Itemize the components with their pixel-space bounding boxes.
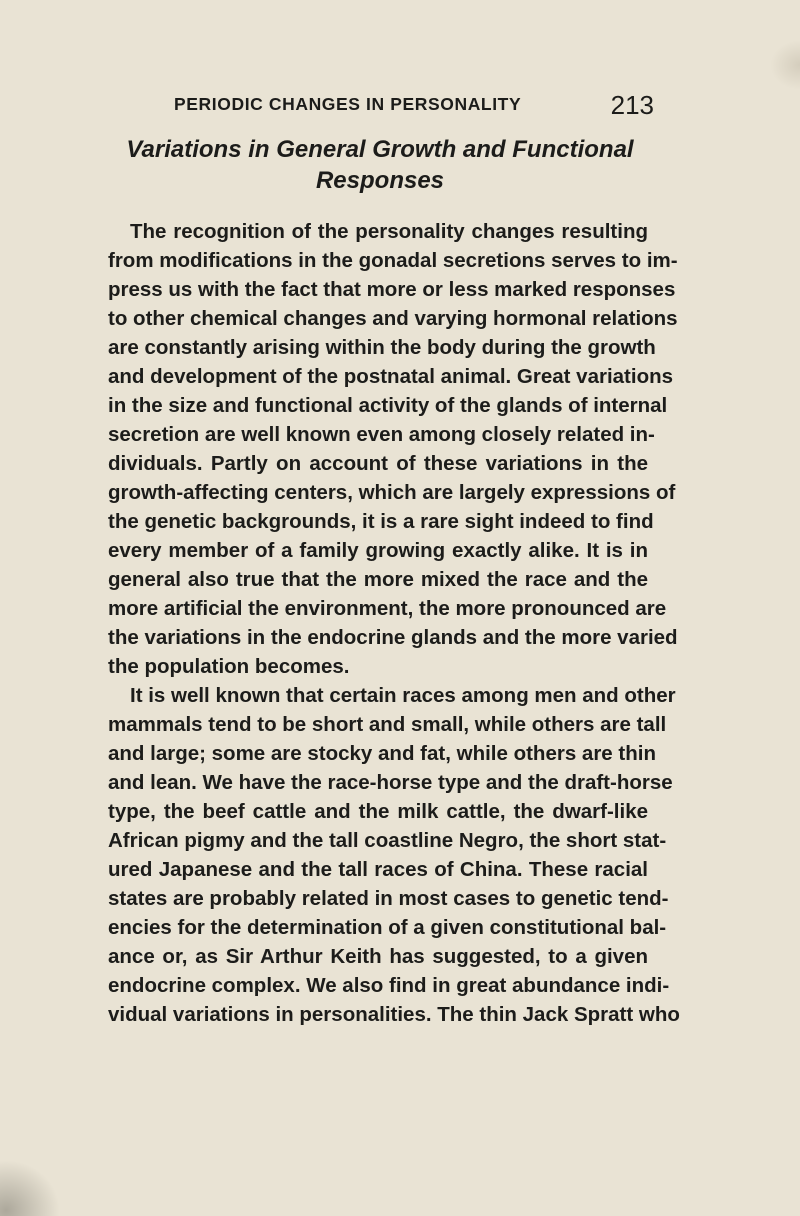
page-number: 213 xyxy=(610,90,654,120)
text-line: vidual variations in personalities. The thin Jack Spratt who xyxy=(108,1003,680,1026)
text-line: the variations in the endocrine glands and the more varied xyxy=(108,626,678,649)
text-line: type, the beef cattle and the milk cattle, the dwarf-like xyxy=(108,800,648,823)
text-line: the genetic backgrounds, it is a rare sight indeed to find xyxy=(108,510,654,533)
text-line: states are probably related in most cases to genetic tend- xyxy=(108,887,669,910)
text-line: the population becomes. xyxy=(108,655,350,678)
text-line: general also true that the more mixed the race and the xyxy=(108,568,648,591)
body-text xyxy=(108,217,680,1029)
running-title: PERIODIC CHANGES IN PERSONALITY xyxy=(174,94,522,114)
text-line: The recognition of the personality changes resulting xyxy=(130,220,648,243)
text-line: from modifications in the gonadal secretions serves to im- xyxy=(108,249,678,272)
text-line: endocrine complex. We also find in great abundance indi- xyxy=(108,974,670,997)
paragraph xyxy=(108,681,680,1029)
text-line: ance or, as Sir Arthur Keith has suggested, to a given xyxy=(108,945,648,968)
text-line: to other chemical changes and varying hormonal relations xyxy=(108,307,678,330)
paragraph xyxy=(108,217,678,681)
text-line: and lean. We have the race-horse type and the draft-horse xyxy=(108,771,673,794)
paper-stain xyxy=(0,1160,60,1216)
section-title xyxy=(110,134,650,196)
text-line: encies for the determination of a given constitutional bal- xyxy=(108,916,667,939)
text-line: more artificial the environment, the more pronounced are xyxy=(108,597,667,620)
running-head xyxy=(174,92,654,122)
text-line: secretion are well known even among closely related in- xyxy=(108,423,655,446)
text-line: every member of a family growing exactly alike. It is in xyxy=(108,539,648,562)
paper-stain xyxy=(770,40,800,90)
text-line: growth-affecting centers, which are largely expressions of xyxy=(108,481,676,504)
text-line: are constantly arising within the body during the growth xyxy=(108,336,656,359)
text-line: in the size and functional activity of the glands of internal xyxy=(108,394,668,417)
text-line: press us with the fact that more or less marked responses xyxy=(108,278,676,301)
text-line: and development of the postnatal animal. Great variations xyxy=(108,365,674,388)
text-line: ured Japanese and the tall races of China. These racial xyxy=(108,858,648,881)
text-line: and large; some are stocky and fat, while others are thin xyxy=(108,742,656,765)
text-line: dividuals. Partly on account of these variations in the xyxy=(108,452,648,475)
text-line: mammals tend to be short and small, while others are tall xyxy=(108,713,667,736)
section-title-line: Responses xyxy=(315,167,445,194)
text-line: African pigmy and the tall coastline Negro, the short stat- xyxy=(108,829,667,852)
text-line: It is well known that certain races among men and other xyxy=(130,684,676,707)
section-title-line: Variations in General Growth and Functional xyxy=(126,136,634,163)
